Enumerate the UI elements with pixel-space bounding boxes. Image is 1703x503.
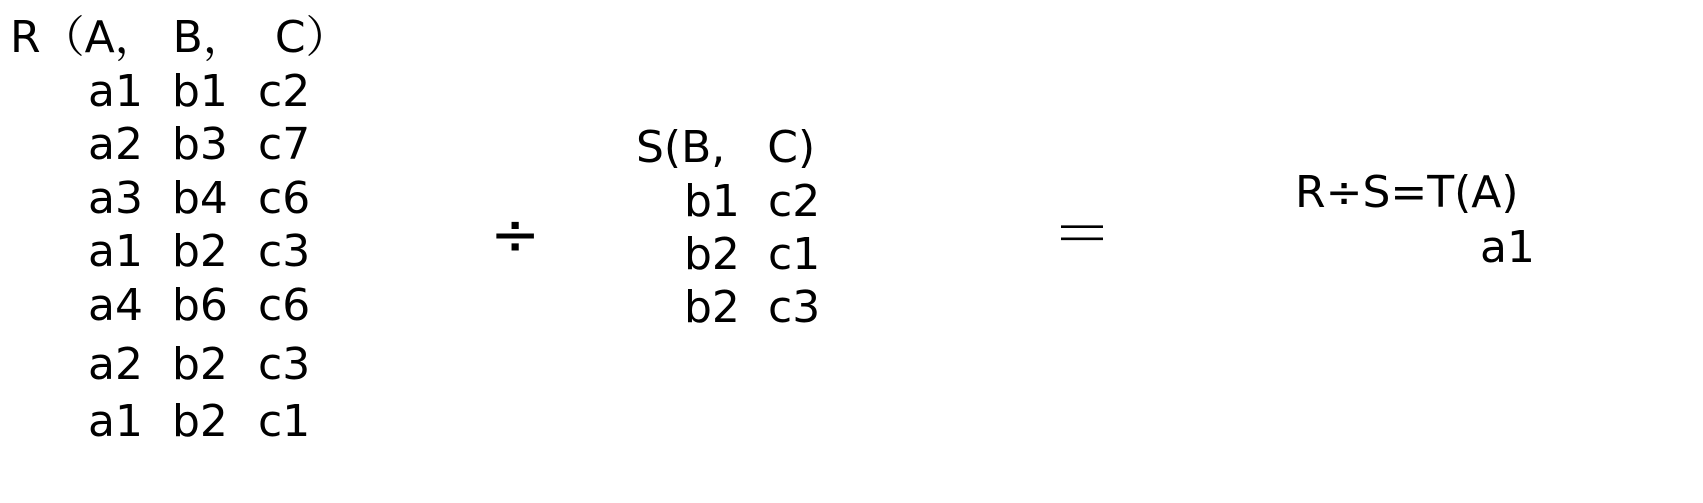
relation-s-cell: c1 <box>768 229 821 280</box>
relation-r-cell: a1 <box>88 396 143 447</box>
relation-s-cell: b2 <box>684 229 740 280</box>
relation-r-cell: b1 <box>172 66 228 117</box>
relation-r-cell: b4 <box>172 173 228 224</box>
relation-r-cell: b2 <box>172 339 228 390</box>
relation-r-cell: c2 <box>258 66 311 117</box>
relation-r-cell: a3 <box>88 173 143 224</box>
result-header: R÷S=T(A) <box>1295 167 1519 218</box>
relation-r-cell: c7 <box>258 119 311 170</box>
relation-r-cell: a2 <box>88 339 143 390</box>
relation-s-cell: c3 <box>768 282 821 333</box>
relation-s-cell: b2 <box>684 282 740 333</box>
relation-r-cell: b6 <box>172 280 228 331</box>
relation-r-header: R（A， B， C） <box>10 12 350 63</box>
relation-s-cell: b1 <box>684 176 740 227</box>
relation-r-cell: c1 <box>258 396 311 447</box>
relation-r-cell: a2 <box>88 119 143 170</box>
division-operator: ÷ <box>490 200 541 270</box>
relation-r-cell: b3 <box>172 119 228 170</box>
relation-r-cell: b2 <box>172 396 228 447</box>
relation-r-cell: c6 <box>258 280 311 331</box>
relation-r-cell: c3 <box>258 226 311 277</box>
relation-r-cell: c3 <box>258 339 311 390</box>
relation-s-cell: c2 <box>768 176 821 227</box>
result-cell: a1 <box>1480 222 1535 273</box>
relation-r-cell: c6 <box>258 173 311 224</box>
equals-operator: ＝ <box>1052 200 1112 270</box>
relation-s-header: S(B, C) <box>636 122 816 173</box>
relation-r-cell: b2 <box>172 226 228 277</box>
relation-r-cell: a4 <box>88 280 143 331</box>
relation-r-cell: a1 <box>88 66 143 117</box>
relation-r-cell: a1 <box>88 226 143 277</box>
